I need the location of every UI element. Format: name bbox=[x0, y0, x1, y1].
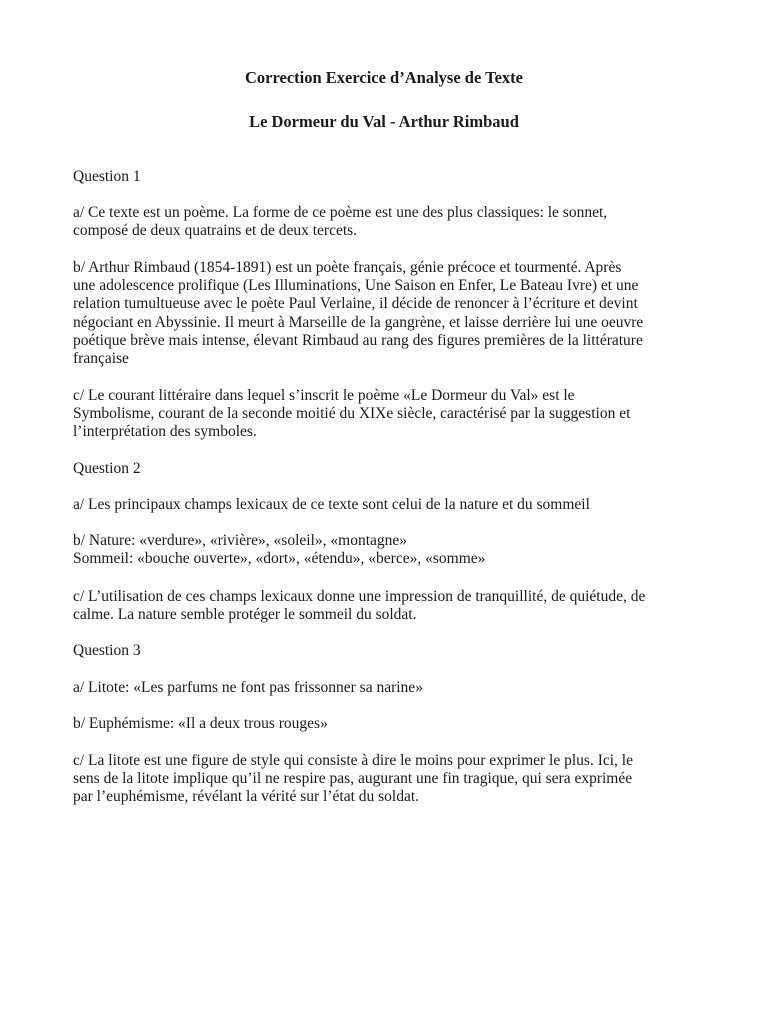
question-2-answer-b bbox=[73, 532, 703, 568]
paragraph-line: c/ L’utilisation de ces champs lexicaux donne une impression de tranquillité, de quiétude, de bbox=[73, 588, 646, 605]
document-subtitle: Le Dormeur du Val - Arthur Rimbaud bbox=[249, 112, 519, 131]
paragraph-line: l’interprétation des symboles. bbox=[73, 423, 257, 441]
question-1-answer-b bbox=[73, 259, 703, 368]
question-1-heading: Question 1 bbox=[73, 168, 141, 185]
question-3-heading: Question 3 bbox=[73, 642, 141, 659]
paragraph-line: a/ Ce texte est un poème. La forme de ce poème est une des plus classiques: le sonnet, bbox=[73, 204, 608, 221]
paragraph-line: française bbox=[73, 350, 129, 368]
paragraph-line: une adolescence prolifique (Les Illuminations, Une Saison en Enfer, Le Bateau Ivre) et une bbox=[73, 277, 639, 295]
paragraph-line: b/ Euphémisme: «Il a deux trous rouges» bbox=[73, 715, 328, 732]
paragraph-line: négociant en Abyssinie. Il meurt à Marseille de la gangrène, et laisse derrière lui une oeuvre bbox=[73, 313, 644, 331]
paragraph-line: poétique brève mais intense, élevant Rimbaud au rang des figures premières de la littérature bbox=[73, 331, 643, 349]
question-3-answer-c bbox=[73, 752, 703, 807]
paragraph-line: composé de deux quatrains et de deux tercets. bbox=[73, 222, 358, 240]
question-2-answer-c bbox=[73, 588, 703, 624]
paragraph-line: calme. La nature semble protéger le sommeil du soldat. bbox=[73, 606, 417, 624]
question-2-answer-a bbox=[73, 496, 703, 514]
question-3-answer-b bbox=[73, 715, 703, 733]
paragraph-line: Sommeil: «bouche ouverte», «dort», «étendu», «berce», «somme» bbox=[73, 550, 486, 568]
paragraph-line: c/ La litote est une figure de style qui consiste à dire le moins pour exprimer le plus. Ici, le bbox=[73, 752, 633, 769]
paragraph-line: c/ Le courant littéraire dans lequel s’inscrit le poème «Le Dormeur du Val» est le bbox=[73, 387, 575, 404]
paragraph-line: b/ Nature: «verdure», «rivière», «soleil», «montagne» bbox=[73, 532, 408, 549]
paragraph-line: a/ Litote: «Les parfums ne font pas frissonner sa narine» bbox=[73, 679, 423, 696]
document-title: Correction Exercice d’Analyse de Texte bbox=[244, 68, 523, 87]
paragraph-line: sens de la litote implique qu’il ne respire pas, augurant une fin tragique, qui sera exprimée bbox=[73, 770, 633, 788]
question-2-heading: Question 2 bbox=[73, 460, 141, 477]
question-1-answer-a bbox=[73, 204, 703, 240]
paragraph-line: par l’euphémisme, révélant la vérité sur l’état du soldat. bbox=[73, 788, 420, 806]
paragraph-line: relation tumultueuse avec le poète Paul Verlaine, il décide de renoncer à l’écriture et devint bbox=[73, 295, 638, 313]
paragraph-line: Symbolisme, courant de la seconde moitié du XIXe siècle, caractérisé par la suggestion et bbox=[73, 405, 631, 423]
paragraph-line: a/ Les principaux champs lexicaux de ce texte sont celui de la nature et du sommeil bbox=[73, 496, 590, 513]
paragraph-line: b/ Arthur Rimbaud (1854-1891) est un poète français, génie précoce et tourmenté. Après bbox=[73, 259, 622, 276]
question-1-answer-c bbox=[73, 387, 703, 442]
question-3-answer-a bbox=[73, 679, 703, 697]
